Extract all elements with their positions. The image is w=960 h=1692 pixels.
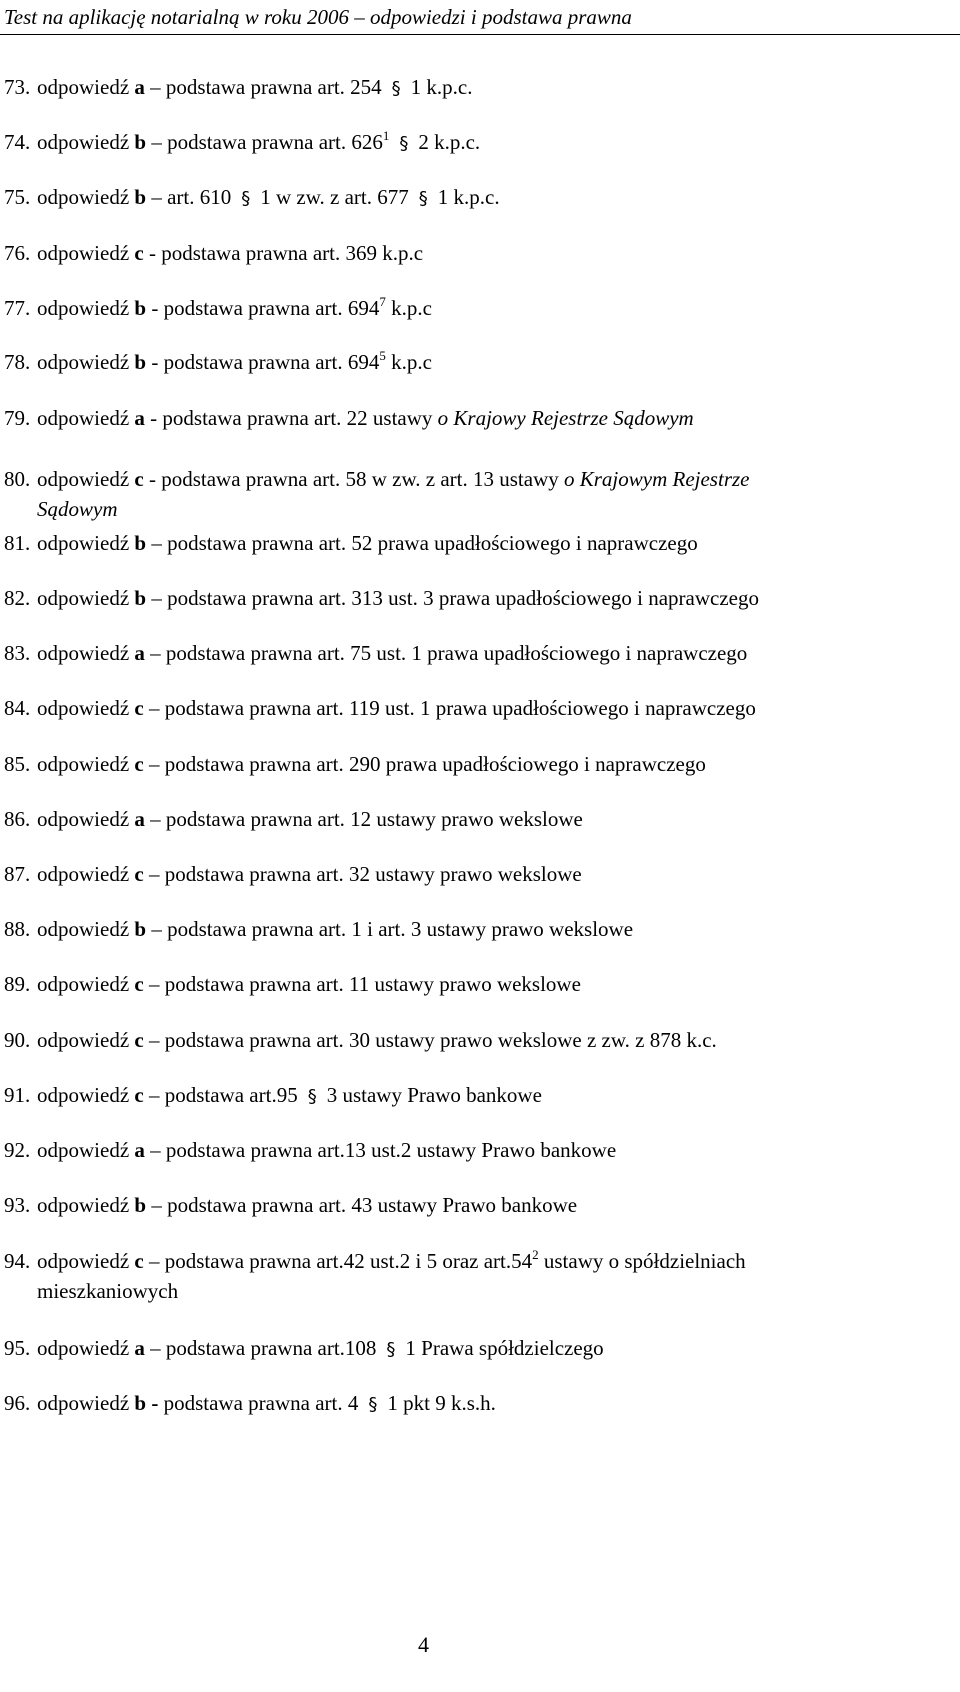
- header-title: Test na aplikację notarialną w roku 2006 – odpowiedzi i podstawa prawna: [4, 5, 632, 29]
- answer-letter: a: [134, 75, 145, 99]
- item-number: 94.: [4, 1249, 31, 1273]
- answer-letter: c: [134, 972, 144, 996]
- item-text: [37, 403, 694, 433]
- item-number: 85.: [4, 752, 31, 776]
- item-text: [37, 914, 633, 944]
- superscript: 5: [379, 348, 386, 363]
- item-text: [37, 1080, 542, 1112]
- answer-prefix: odpowiedź: [37, 862, 135, 886]
- legal-basis-continued: k.p.c: [385, 296, 432, 320]
- item-number: 96.: [4, 1391, 31, 1415]
- item-text: [37, 804, 583, 834]
- answer-prefix: odpowiedź: [37, 1138, 135, 1162]
- item-number: 79.: [4, 406, 31, 430]
- item-text: [37, 693, 756, 723]
- item-text: [37, 182, 500, 214]
- item-number: 76.: [4, 241, 31, 265]
- legal-basis: – podstawa prawna art.108: [144, 1336, 377, 1360]
- legal-basis: – podstawa prawna art. 119 ust. 1 prawa upadłościowego i naprawczego: [143, 696, 756, 720]
- item-number: 95.: [4, 1336, 31, 1360]
- answer-letter: a: [134, 1138, 145, 1162]
- superscript: 1: [382, 128, 390, 143]
- item-number: 77.: [4, 296, 31, 320]
- answer-prefix: odpowiedź: [37, 1391, 135, 1415]
- item-text: [37, 638, 747, 668]
- legal-basis: – art. 610: [146, 185, 232, 209]
- answer-prefix: odpowiedź: [37, 917, 135, 941]
- section-symbol: §: [418, 188, 428, 209]
- act-title: o Krajowy Rejestrze Sądowym: [437, 406, 694, 430]
- item-text: [37, 969, 581, 999]
- legal-basis-continued: 2 k.p.c.: [418, 130, 481, 154]
- legal-basis: - podstawa prawna art. 369 k.p.c: [143, 241, 424, 265]
- item-text: [37, 238, 423, 268]
- item-number: 83.: [4, 641, 31, 665]
- legal-basis: – podstawa prawna art. 52 prawa upadłościowego i naprawczego: [146, 531, 698, 555]
- answer-letter: a: [134, 1336, 145, 1360]
- legal-basis-continued: ustawy o spółdzielniach: [538, 1249, 746, 1273]
- legal-basis: – podstawa prawna art.42 ust.2 i 5 oraz art.54: [143, 1249, 533, 1273]
- item-text: [37, 583, 759, 613]
- item-text: [37, 1135, 616, 1165]
- answer-letter: a: [134, 641, 145, 665]
- item-number: 87.: [4, 862, 31, 886]
- legal-basis-continued: 1 Prawa spółdzielczego: [405, 1336, 604, 1360]
- item-text: [37, 1333, 604, 1365]
- legal-basis: - podstawa prawna art. 694: [146, 296, 380, 320]
- item-number: 82.: [4, 586, 31, 610]
- item-number: 74.: [4, 130, 31, 154]
- answer-letter: b: [134, 917, 147, 941]
- answer-letter: c: [134, 862, 144, 886]
- answer-prefix: odpowiedź: [37, 241, 135, 265]
- legal-basis-continued: 1 k.p.c.: [410, 75, 473, 99]
- answer-prefix: odpowiedź: [37, 752, 135, 776]
- answer-prefix: odpowiedź: [37, 75, 135, 99]
- legal-basis: – podstawa prawna art. 30 ustawy prawo wekslowe z zw. z 878 k.c.: [143, 1028, 717, 1052]
- answer-letter: c: [134, 241, 144, 265]
- legal-basis-end: 1 k.p.c.: [437, 185, 500, 209]
- item-text: [37, 1246, 746, 1276]
- item-text: [37, 464, 749, 494]
- legal-basis: - podstawa prawna art. 58 w zw. z art. 13 ustawy: [143, 467, 564, 491]
- answer-letter: c: [134, 467, 144, 491]
- item-text: [37, 347, 432, 377]
- item-number: 92.: [4, 1138, 31, 1162]
- answer-prefix: odpowiedź: [37, 296, 135, 320]
- answer-prefix: odpowiedź: [37, 807, 135, 831]
- answer-letter: c: [134, 1249, 144, 1273]
- answer-prefix: odpowiedź: [37, 467, 135, 491]
- legal-basis: podstawa prawna art. 4: [163, 1391, 359, 1415]
- legal-basis: – podstawa prawna art. 626: [146, 130, 383, 154]
- act-title: o Krajowym Rejestrze: [564, 467, 750, 491]
- answer-letter: c: [134, 752, 144, 776]
- answer-prefix: odpowiedź: [37, 641, 135, 665]
- item-number: 73.: [4, 75, 31, 99]
- answer-letter: b: [134, 296, 147, 320]
- answer-letter: c: [134, 1083, 144, 1107]
- legal-basis-continued: 1 pkt 9 k.s.h.: [387, 1391, 496, 1415]
- superscript: 2: [532, 1247, 539, 1262]
- legal-basis-continued: k.p.c: [385, 350, 432, 374]
- legal-basis-continued: 3 ustawy Prawo bankowe: [326, 1083, 542, 1107]
- item-text: [37, 293, 432, 323]
- legal-basis: – podstawa prawna art. 32 ustawy prawo wekslowe: [143, 862, 582, 886]
- item-number: 88.: [4, 917, 31, 941]
- item-text-continuation: mieszkaniowych: [37, 1279, 179, 1303]
- item-number: 81.: [4, 531, 31, 555]
- answer-prefix: odpowiedź: [37, 1249, 135, 1273]
- answer-letter: c: [134, 696, 144, 720]
- answer-letter: b: [134, 1193, 147, 1217]
- legal-basis: - podstawa prawna art. 694: [146, 350, 380, 374]
- answer-prefix: odpowiedź: [37, 586, 135, 610]
- header-rule: [0, 34, 960, 35]
- section-symbol: §: [241, 188, 251, 209]
- superscript: 7: [379, 294, 386, 309]
- answer-prefix: odpowiedź: [37, 130, 135, 154]
- page-number: 4: [418, 1632, 429, 1657]
- legal-basis-continued: 1 w zw. z art. 677: [260, 185, 409, 209]
- answer-letter: b: [134, 130, 147, 154]
- item-number: 91.: [4, 1083, 31, 1107]
- item-number: 78.: [4, 350, 31, 374]
- legal-basis: – podstawa prawna art. 11 ustawy prawo wekslowe: [143, 972, 581, 996]
- answer-letter: c: [134, 1028, 144, 1052]
- answer-prefix: odpowiedź: [37, 1336, 135, 1360]
- item-text: [37, 859, 582, 889]
- answer-letter: b: [134, 350, 147, 374]
- answer-prefix: odpowiedź: [37, 972, 135, 996]
- section-symbol: §: [368, 1394, 378, 1415]
- answer-prefix: odpowiedź: [37, 1083, 135, 1107]
- item-number: 86.: [4, 807, 31, 831]
- section-symbol: §: [307, 1086, 317, 1107]
- legal-basis: - podstawa prawna art. 22 ustawy: [144, 406, 438, 430]
- answer-letter: b: [134, 586, 147, 610]
- item-text: [37, 1025, 717, 1055]
- answer-prefix: odpowiedź: [37, 350, 135, 374]
- item-text: [37, 1388, 496, 1420]
- legal-basis: – podstawa prawna art. 254: [144, 75, 382, 99]
- answer-letter: b -: [134, 1391, 164, 1415]
- legal-basis: – podstawa prawna art. 290 prawa upadłościowego i naprawczego: [143, 752, 706, 776]
- answer-prefix: odpowiedź: [37, 1193, 135, 1217]
- item-text: [37, 1190, 577, 1220]
- answer-prefix: odpowiedź: [37, 696, 135, 720]
- item-text: [37, 749, 706, 779]
- section-symbol: §: [386, 1339, 396, 1360]
- item-number: 84.: [4, 696, 31, 720]
- answer-prefix: odpowiedź: [37, 531, 135, 555]
- answer-letter: a: [134, 406, 145, 430]
- item-number: 93.: [4, 1193, 31, 1217]
- answer-prefix: odpowiedź: [37, 185, 135, 209]
- item-number: 75.: [4, 185, 31, 209]
- legal-basis: – podstawa prawna art. 43 ustawy Prawo bankowe: [146, 1193, 578, 1217]
- legal-basis: – podstawa prawna art.13 ust.2 ustawy Prawo bankowe: [144, 1138, 617, 1162]
- answer-letter: b: [134, 185, 147, 209]
- legal-basis: – podstawa prawna art. 313 ust. 3 prawa upadłościowego i naprawczego: [146, 586, 759, 610]
- item-text: [37, 528, 698, 558]
- item-number: 89.: [4, 972, 31, 996]
- section-symbol: §: [391, 78, 401, 99]
- item-text-continuation: Sądowym: [37, 497, 118, 521]
- section-symbol: §: [399, 133, 409, 154]
- item-number: 90.: [4, 1028, 31, 1052]
- item-text: [37, 127, 480, 159]
- answer-letter: a: [134, 807, 145, 831]
- answer-prefix: odpowiedź: [37, 1028, 135, 1052]
- page-header: [0, 4, 960, 34]
- item-text: [37, 72, 473, 104]
- answer-letter: b: [134, 531, 147, 555]
- answer-prefix: odpowiedź: [37, 406, 135, 430]
- legal-basis: – podstawa art.95: [143, 1083, 298, 1107]
- legal-basis: – podstawa prawna art. 75 ust. 1 prawa upadłościowego i naprawczego: [144, 641, 748, 665]
- item-number: 80.: [4, 467, 31, 491]
- legal-basis: – podstawa prawna art. 1 i art. 3 ustawy prawo wekslowe: [146, 917, 634, 941]
- legal-basis: – podstawa prawna art. 12 ustawy prawo wekslowe: [144, 807, 583, 831]
